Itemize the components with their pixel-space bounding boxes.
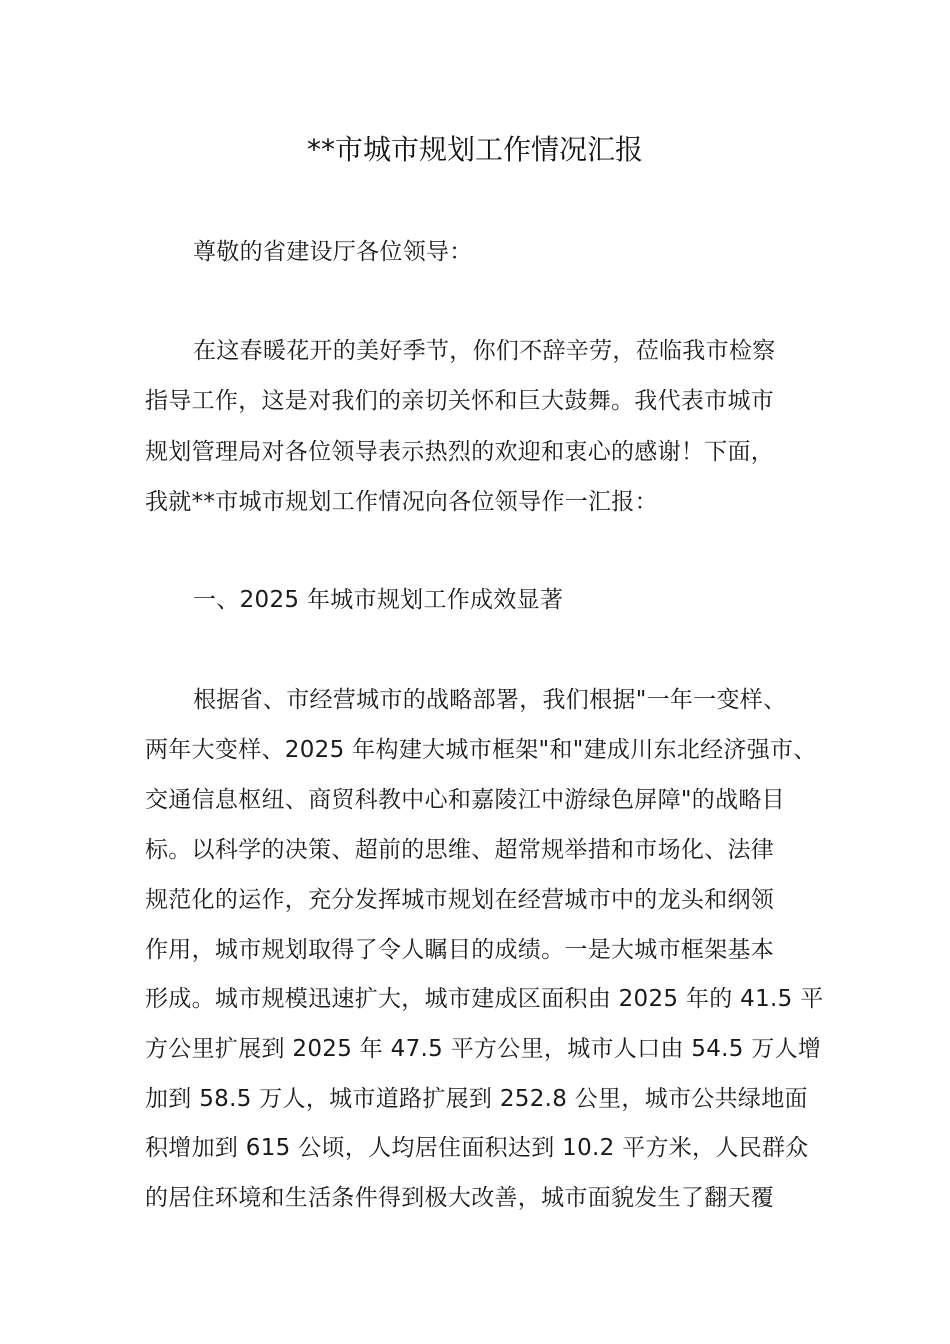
- paragraph-line: 积增加到 615 公顷，人均居住面积达到 10.2 平方米，人民群众: [145, 1135, 809, 1161]
- paragraph-line: 形成。城市规模迅速扩大，城市建成区面积由 2025 年的 41.5 平: [145, 986, 824, 1012]
- paragraph-line: 我就**市城市规划工作情况向各位领导作一汇报：: [145, 489, 658, 515]
- paragraph-line: 规范化的运作，充分发挥城市规划在经营城市中的龙头和纲领: [145, 887, 775, 913]
- paragraph-line: 方公里扩展到 2025 年 47.5 平方公里，城市人口由 54.5 万人增: [145, 1036, 822, 1062]
- paragraph-line: 指导工作，这是对我们的亲切关怀和巨大鼓舞。我代表市城市: [145, 388, 775, 414]
- paragraph-line: 交通信息枢纽、商贸科教中心和嘉陵江中游绿色屏障"的战略目: [145, 787, 785, 813]
- paragraph-line: 作用，城市规划取得了令人瞩目的成绩。一是大城市框架基本: [145, 937, 775, 963]
- document-title: **市城市规划工作情况汇报: [306, 133, 643, 166]
- paragraph-line: 规划管理局对各位领导表示热烈的欢迎和衷心的感谢！下面，: [145, 439, 775, 465]
- paragraph-line: 加到 58.5 万人，城市道路扩展到 252.8 公里，城市公共绿地面: [145, 1086, 808, 1112]
- paragraph-line: 根据省、市经营城市的战略部署，我们根据"一年一变样、: [193, 687, 787, 713]
- paragraph-line: 的居住环境和生活条件得到极大改善，城市面貌发生了翻天覆: [145, 1185, 775, 1211]
- paragraph-line: 在这春暖花开的美好季节，你们不辞辛劳，莅临我市检察: [193, 338, 776, 364]
- salutation: 尊敬的省建设厅各位领导：: [193, 239, 473, 265]
- section-heading: 一、2025 年城市规划工作成效显著: [193, 587, 564, 613]
- paragraph-line: 两年大变样、2025 年构建大城市框架"和"建成川东北经济强市、: [145, 737, 817, 763]
- paragraph-line: 标。以科学的决策、超前的思维、超常规举措和市场化、法律: [145, 837, 775, 863]
